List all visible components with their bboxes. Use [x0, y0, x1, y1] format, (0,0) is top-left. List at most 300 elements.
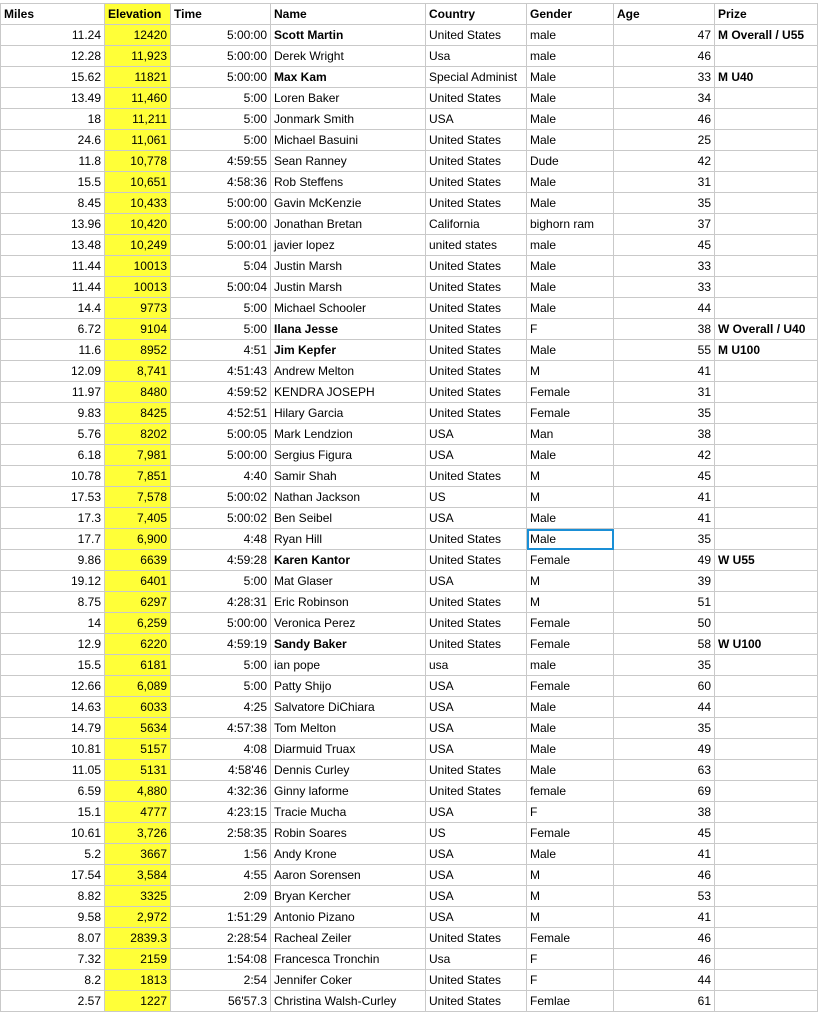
cell-miles[interactable]: 11.44 [1, 277, 105, 298]
cell-miles[interactable]: 6.18 [1, 445, 105, 466]
cell-time[interactable]: 4:58'46 [171, 760, 271, 781]
cell-age[interactable]: 33 [614, 256, 715, 277]
cell-elevation[interactable]: 6297 [105, 592, 171, 613]
cell-elevation[interactable]: 3,726 [105, 823, 171, 844]
cell-age[interactable]: 51 [614, 592, 715, 613]
cell-time[interactable]: 4:59:28 [171, 550, 271, 571]
cell-elevation[interactable]: 6181 [105, 655, 171, 676]
cell-prize[interactable] [715, 214, 818, 235]
cell-prize[interactable] [715, 361, 818, 382]
cell-miles[interactable]: 15.5 [1, 172, 105, 193]
cell-country[interactable]: United States [426, 361, 527, 382]
cell-miles[interactable]: 17.7 [1, 529, 105, 550]
cell-time[interactable]: 4:25 [171, 697, 271, 718]
cell-gender[interactable]: Male [527, 739, 614, 760]
cell-age[interactable]: 41 [614, 487, 715, 508]
cell-miles[interactable]: 14.4 [1, 298, 105, 319]
cell-time[interactable]: 2:28:54 [171, 928, 271, 949]
cell-gender[interactable]: Female [527, 613, 614, 634]
cell-prize[interactable] [715, 256, 818, 277]
cell-miles[interactable]: 10.78 [1, 466, 105, 487]
cell-time[interactable]: 5:00 [171, 571, 271, 592]
cell-elevation[interactable]: 10,651 [105, 172, 171, 193]
cell-prize[interactable] [715, 655, 818, 676]
cell-age[interactable]: 38 [614, 802, 715, 823]
cell-time[interactable]: 4:08 [171, 739, 271, 760]
cell-gender[interactable]: F [527, 319, 614, 340]
cell-age[interactable]: 37 [614, 214, 715, 235]
cell-gender[interactable]: Male [527, 508, 614, 529]
cell-country[interactable]: United States [426, 172, 527, 193]
cell-prize[interactable] [715, 907, 818, 928]
cell-prize[interactable] [715, 928, 818, 949]
cell-elevation[interactable]: 11,460 [105, 88, 171, 109]
cell-prize[interactable] [715, 613, 818, 634]
cell-country[interactable]: Usa [426, 949, 527, 970]
cell-miles[interactable]: 9.83 [1, 403, 105, 424]
cell-age[interactable]: 55 [614, 340, 715, 361]
cell-gender[interactable]: Female [527, 928, 614, 949]
cell-gender[interactable]: Female [527, 823, 614, 844]
cell-time[interactable]: 5:00:00 [171, 214, 271, 235]
cell-name[interactable]: Ginny laforme [271, 781, 426, 802]
cell-elevation[interactable]: 1813 [105, 970, 171, 991]
cell-miles[interactable]: 15.5 [1, 655, 105, 676]
cell-prize[interactable] [715, 508, 818, 529]
cell-miles[interactable]: 12.28 [1, 46, 105, 67]
cell-elevation[interactable]: 9773 [105, 298, 171, 319]
cell-gender[interactable]: female [527, 781, 614, 802]
cell-elevation[interactable]: 6,900 [105, 529, 171, 550]
cell-age[interactable]: 35 [614, 718, 715, 739]
cell-country[interactable]: USA [426, 739, 527, 760]
cell-prize[interactable] [715, 718, 818, 739]
cell-gender[interactable]: M [527, 466, 614, 487]
cell-time[interactable]: 4:23:15 [171, 802, 271, 823]
cell-name[interactable]: Veronica Perez [271, 613, 426, 634]
cell-gender[interactable]: Male [527, 844, 614, 865]
cell-prize[interactable] [715, 529, 818, 550]
cell-age[interactable]: 31 [614, 172, 715, 193]
cell-country[interactable]: usa [426, 655, 527, 676]
cell-elevation[interactable]: 3667 [105, 844, 171, 865]
cell-gender[interactable]: F [527, 949, 614, 970]
cell-miles[interactable]: 10.81 [1, 739, 105, 760]
cell-country[interactable]: United States [426, 529, 527, 550]
cell-name[interactable]: Aaron Sorensen [271, 865, 426, 886]
cell-gender[interactable]: M [527, 907, 614, 928]
cell-country[interactable]: United States [426, 592, 527, 613]
cell-miles[interactable]: 13.49 [1, 88, 105, 109]
cell-country[interactable]: USA [426, 802, 527, 823]
cell-gender[interactable]: Male [527, 256, 614, 277]
cell-age[interactable]: 69 [614, 781, 715, 802]
cell-time[interactable]: 5:00:02 [171, 487, 271, 508]
cell-gender[interactable]: Male [527, 529, 614, 550]
cell-prize[interactable] [715, 970, 818, 991]
cell-time[interactable]: 2:54 [171, 970, 271, 991]
cell-prize[interactable] [715, 130, 818, 151]
cell-miles[interactable]: 15.1 [1, 802, 105, 823]
cell-name[interactable]: Mat Glaser [271, 571, 426, 592]
cell-prize[interactable] [715, 760, 818, 781]
cell-age[interactable]: 46 [614, 928, 715, 949]
cell-country[interactable]: USA [426, 571, 527, 592]
cell-time[interactable]: 4:40 [171, 466, 271, 487]
cell-gender[interactable]: Female [527, 382, 614, 403]
cell-prize[interactable]: W Overall / U40 [715, 319, 818, 340]
cell-gender[interactable]: M [527, 865, 614, 886]
cell-elevation[interactable]: 12420 [105, 25, 171, 46]
cell-age[interactable]: 33 [614, 277, 715, 298]
cell-miles[interactable]: 12.66 [1, 676, 105, 697]
cell-country[interactable]: United States [426, 403, 527, 424]
cell-prize[interactable] [715, 802, 818, 823]
cell-country[interactable]: Special Administ [426, 67, 527, 88]
cell-gender[interactable]: Dude [527, 151, 614, 172]
cell-age[interactable]: 35 [614, 403, 715, 424]
cell-name[interactable]: Ryan Hill [271, 529, 426, 550]
header-country[interactable]: Country [426, 4, 527, 25]
cell-age[interactable]: 46 [614, 109, 715, 130]
cell-country[interactable]: USA [426, 109, 527, 130]
cell-age[interactable]: 45 [614, 823, 715, 844]
cell-name[interactable]: Samir Shah [271, 466, 426, 487]
cell-country[interactable]: USA [426, 718, 527, 739]
cell-elevation[interactable]: 6639 [105, 550, 171, 571]
cell-prize[interactable]: W U100 [715, 634, 818, 655]
cell-age[interactable]: 46 [614, 865, 715, 886]
cell-gender[interactable]: F [527, 802, 614, 823]
cell-time[interactable]: 5:00 [171, 130, 271, 151]
cell-name[interactable]: Jonathan Bretan [271, 214, 426, 235]
cell-prize[interactable] [715, 466, 818, 487]
cell-elevation[interactable]: 2159 [105, 949, 171, 970]
cell-time[interactable]: 5:00:01 [171, 235, 271, 256]
cell-age[interactable]: 47 [614, 25, 715, 46]
cell-elevation[interactable]: 6401 [105, 571, 171, 592]
cell-name[interactable]: Diarmuid Truax [271, 739, 426, 760]
cell-country[interactable]: USA [426, 886, 527, 907]
cell-gender[interactable]: Male [527, 67, 614, 88]
header-elevation[interactable]: Elevation [105, 4, 171, 25]
cell-gender[interactable]: Male [527, 760, 614, 781]
cell-age[interactable]: 61 [614, 991, 715, 1012]
cell-country[interactable]: united states [426, 235, 527, 256]
cell-name[interactable]: Jonmark Smith [271, 109, 426, 130]
cell-time[interactable]: 4:52:51 [171, 403, 271, 424]
cell-miles[interactable]: 6.59 [1, 781, 105, 802]
cell-elevation[interactable]: 6220 [105, 634, 171, 655]
cell-country[interactable]: Usa [426, 46, 527, 67]
cell-elevation[interactable]: 5157 [105, 739, 171, 760]
cell-elevation[interactable]: 11,923 [105, 46, 171, 67]
cell-prize[interactable] [715, 697, 818, 718]
cell-name[interactable]: Mark Lendzion [271, 424, 426, 445]
cell-age[interactable]: 49 [614, 550, 715, 571]
cell-time[interactable]: 4:28:31 [171, 592, 271, 613]
cell-time[interactable]: 4:57:38 [171, 718, 271, 739]
cell-name[interactable]: Rob Steffens [271, 172, 426, 193]
cell-name[interactable]: Andrew Melton [271, 361, 426, 382]
cell-name[interactable]: Nathan Jackson [271, 487, 426, 508]
cell-miles[interactable]: 19.12 [1, 571, 105, 592]
cell-country[interactable]: US [426, 487, 527, 508]
cell-elevation[interactable]: 11,061 [105, 130, 171, 151]
cell-name[interactable]: ian pope [271, 655, 426, 676]
cell-age[interactable]: 35 [614, 193, 715, 214]
cell-elevation[interactable]: 7,981 [105, 445, 171, 466]
cell-miles[interactable]: 8.45 [1, 193, 105, 214]
cell-miles[interactable]: 11.6 [1, 340, 105, 361]
cell-country[interactable]: USA [426, 424, 527, 445]
cell-name[interactable]: Scott Martin [271, 25, 426, 46]
cell-gender[interactable]: Male [527, 718, 614, 739]
cell-prize[interactable] [715, 424, 818, 445]
cell-time[interactable]: 5:00 [171, 319, 271, 340]
header-time[interactable]: Time [171, 4, 271, 25]
cell-country[interactable]: United States [426, 760, 527, 781]
cell-name[interactable]: Justin Marsh [271, 277, 426, 298]
cell-time[interactable]: 4:48 [171, 529, 271, 550]
cell-prize[interactable] [715, 571, 818, 592]
cell-time[interactable]: 5:00:05 [171, 424, 271, 445]
cell-gender[interactable]: Male [527, 340, 614, 361]
cell-miles[interactable]: 9.58 [1, 907, 105, 928]
cell-name[interactable]: Max Kam [271, 67, 426, 88]
cell-prize[interactable]: M U40 [715, 67, 818, 88]
cell-country[interactable]: USA [426, 907, 527, 928]
cell-elevation[interactable]: 6033 [105, 697, 171, 718]
cell-elevation[interactable]: 10,249 [105, 235, 171, 256]
cell-name[interactable]: KENDRA JOSEPH [271, 382, 426, 403]
cell-age[interactable]: 33 [614, 67, 715, 88]
cell-prize[interactable] [715, 193, 818, 214]
cell-prize[interactable] [715, 823, 818, 844]
cell-gender[interactable]: Femlae [527, 991, 614, 1012]
cell-gender[interactable]: Man [527, 424, 614, 445]
cell-prize[interactable] [715, 676, 818, 697]
cell-miles[interactable]: 10.61 [1, 823, 105, 844]
cell-prize[interactable] [715, 277, 818, 298]
cell-age[interactable]: 44 [614, 697, 715, 718]
cell-country[interactable]: United States [426, 298, 527, 319]
cell-country[interactable]: United States [426, 991, 527, 1012]
cell-miles[interactable]: 11.97 [1, 382, 105, 403]
cell-country[interactable]: United States [426, 550, 527, 571]
cell-elevation[interactable]: 5131 [105, 760, 171, 781]
cell-elevation[interactable]: 10013 [105, 277, 171, 298]
cell-miles[interactable]: 8.82 [1, 886, 105, 907]
cell-age[interactable]: 42 [614, 445, 715, 466]
cell-name[interactable]: Tom Melton [271, 718, 426, 739]
cell-miles[interactable]: 5.76 [1, 424, 105, 445]
cell-gender[interactable]: M [527, 592, 614, 613]
cell-elevation[interactable]: 4,880 [105, 781, 171, 802]
cell-elevation[interactable]: 8,741 [105, 361, 171, 382]
cell-time[interactable]: 5:00:00 [171, 67, 271, 88]
cell-time[interactable]: 4:51:43 [171, 361, 271, 382]
cell-gender[interactable]: M [527, 487, 614, 508]
cell-country[interactable]: United States [426, 781, 527, 802]
cell-time[interactable]: 5:00:00 [171, 46, 271, 67]
cell-gender[interactable]: Male [527, 697, 614, 718]
cell-country[interactable]: United States [426, 613, 527, 634]
cell-prize[interactable] [715, 865, 818, 886]
cell-elevation[interactable]: 6,089 [105, 676, 171, 697]
cell-age[interactable]: 49 [614, 739, 715, 760]
cell-elevation[interactable]: 11821 [105, 67, 171, 88]
cell-gender[interactable]: Male [527, 193, 614, 214]
cell-country[interactable]: United States [426, 25, 527, 46]
cell-time[interactable]: 1:56 [171, 844, 271, 865]
cell-miles[interactable]: 18 [1, 109, 105, 130]
cell-age[interactable]: 45 [614, 235, 715, 256]
header-age[interactable]: Age [614, 4, 715, 25]
cell-age[interactable]: 41 [614, 361, 715, 382]
header-name[interactable]: Name [271, 4, 426, 25]
cell-time[interactable]: 5:00 [171, 109, 271, 130]
cell-miles[interactable]: 11.24 [1, 25, 105, 46]
cell-prize[interactable] [715, 781, 818, 802]
cell-prize[interactable] [715, 739, 818, 760]
cell-gender[interactable]: M [527, 361, 614, 382]
cell-gender[interactable]: Male [527, 172, 614, 193]
cell-name[interactable]: Andy Krone [271, 844, 426, 865]
cell-miles[interactable]: 6.72 [1, 319, 105, 340]
cell-name[interactable]: Antonio Pizano [271, 907, 426, 928]
cell-miles[interactable]: 8.2 [1, 970, 105, 991]
cell-gender[interactable]: Male [527, 445, 614, 466]
cell-country[interactable]: USA [426, 865, 527, 886]
cell-name[interactable]: Karen Kantor [271, 550, 426, 571]
cell-prize[interactable]: M U100 [715, 340, 818, 361]
cell-prize[interactable] [715, 88, 818, 109]
cell-elevation[interactable]: 10,420 [105, 214, 171, 235]
cell-country[interactable]: United States [426, 193, 527, 214]
cell-prize[interactable] [715, 445, 818, 466]
header-prize[interactable]: Prize [715, 4, 818, 25]
cell-age[interactable]: 58 [614, 634, 715, 655]
cell-prize[interactable]: M Overall / U55 [715, 25, 818, 46]
cell-country[interactable]: United States [426, 970, 527, 991]
cell-elevation[interactable]: 8202 [105, 424, 171, 445]
cell-miles[interactable]: 15.62 [1, 67, 105, 88]
cell-name[interactable]: Tracie Mucha [271, 802, 426, 823]
cell-country[interactable]: United States [426, 466, 527, 487]
cell-elevation[interactable]: 5634 [105, 718, 171, 739]
cell-name[interactable]: Loren Baker [271, 88, 426, 109]
cell-elevation[interactable]: 8480 [105, 382, 171, 403]
cell-name[interactable]: Ben Seibel [271, 508, 426, 529]
cell-miles[interactable]: 14 [1, 613, 105, 634]
cell-name[interactable]: Michael Schooler [271, 298, 426, 319]
cell-age[interactable]: 41 [614, 844, 715, 865]
cell-gender[interactable]: Female [527, 550, 614, 571]
cell-miles[interactable]: 24.6 [1, 130, 105, 151]
cell-country[interactable]: USA [426, 697, 527, 718]
cell-name[interactable]: Hilary Garcia [271, 403, 426, 424]
cell-name[interactable]: Patty Shijo [271, 676, 426, 697]
cell-miles[interactable]: 8.75 [1, 592, 105, 613]
cell-name[interactable]: Sergius Figura [271, 445, 426, 466]
cell-gender[interactable]: Male [527, 130, 614, 151]
cell-elevation[interactable]: 10,433 [105, 193, 171, 214]
cell-time[interactable]: 5:00:00 [171, 613, 271, 634]
cell-age[interactable]: 53 [614, 886, 715, 907]
cell-elevation[interactable]: 7,851 [105, 466, 171, 487]
cell-name[interactable]: Justin Marsh [271, 256, 426, 277]
cell-miles[interactable]: 11.05 [1, 760, 105, 781]
cell-age[interactable]: 63 [614, 760, 715, 781]
cell-time[interactable]: 1:51:29 [171, 907, 271, 928]
cell-name[interactable]: Robin Soares [271, 823, 426, 844]
cell-time[interactable]: 5:04 [171, 256, 271, 277]
cell-age[interactable]: 35 [614, 655, 715, 676]
cell-gender[interactable]: male [527, 655, 614, 676]
cell-miles[interactable]: 8.07 [1, 928, 105, 949]
cell-age[interactable]: 41 [614, 907, 715, 928]
cell-country[interactable]: United States [426, 130, 527, 151]
cell-elevation[interactable]: 10013 [105, 256, 171, 277]
cell-name[interactable]: Jennifer Coker [271, 970, 426, 991]
cell-country[interactable]: United States [426, 340, 527, 361]
cell-miles[interactable]: 11.44 [1, 256, 105, 277]
cell-miles[interactable]: 7.32 [1, 949, 105, 970]
cell-time[interactable]: 5:00:00 [171, 445, 271, 466]
cell-prize[interactable] [715, 487, 818, 508]
cell-elevation[interactable]: 7,578 [105, 487, 171, 508]
cell-gender[interactable]: male [527, 46, 614, 67]
cell-age[interactable]: 35 [614, 529, 715, 550]
cell-time[interactable]: 4:55 [171, 865, 271, 886]
cell-miles[interactable]: 13.48 [1, 235, 105, 256]
cell-gender[interactable]: M [527, 886, 614, 907]
cell-name[interactable]: Salvatore DiChiara [271, 697, 426, 718]
cell-country[interactable]: USA [426, 844, 527, 865]
cell-elevation[interactable]: 11,211 [105, 109, 171, 130]
cell-country[interactable]: USA [426, 676, 527, 697]
cell-country[interactable]: California [426, 214, 527, 235]
cell-name[interactable]: Francesca Tronchin [271, 949, 426, 970]
cell-time[interactable]: 4:59:55 [171, 151, 271, 172]
cell-age[interactable]: 41 [614, 508, 715, 529]
cell-gender[interactable]: Male [527, 277, 614, 298]
cell-prize[interactable] [715, 151, 818, 172]
cell-elevation[interactable]: 4777 [105, 802, 171, 823]
cell-elevation[interactable]: 2,972 [105, 907, 171, 928]
cell-gender[interactable]: Male [527, 109, 614, 130]
cell-name[interactable]: Racheal Zeiler [271, 928, 426, 949]
cell-prize[interactable] [715, 403, 818, 424]
cell-age[interactable]: 38 [614, 319, 715, 340]
cell-age[interactable]: 44 [614, 298, 715, 319]
cell-age[interactable]: 50 [614, 613, 715, 634]
cell-time[interactable]: 5:00 [171, 88, 271, 109]
cell-elevation[interactable]: 7,405 [105, 508, 171, 529]
cell-prize[interactable] [715, 46, 818, 67]
cell-gender[interactable]: male [527, 25, 614, 46]
cell-prize[interactable]: W U55 [715, 550, 818, 571]
cell-age[interactable]: 38 [614, 424, 715, 445]
cell-time[interactable]: 5:00:04 [171, 277, 271, 298]
cell-elevation[interactable]: 8952 [105, 340, 171, 361]
cell-prize[interactable] [715, 172, 818, 193]
cell-miles[interactable]: 14.63 [1, 697, 105, 718]
cell-prize[interactable] [715, 844, 818, 865]
cell-miles[interactable]: 12.09 [1, 361, 105, 382]
cell-age[interactable]: 46 [614, 949, 715, 970]
